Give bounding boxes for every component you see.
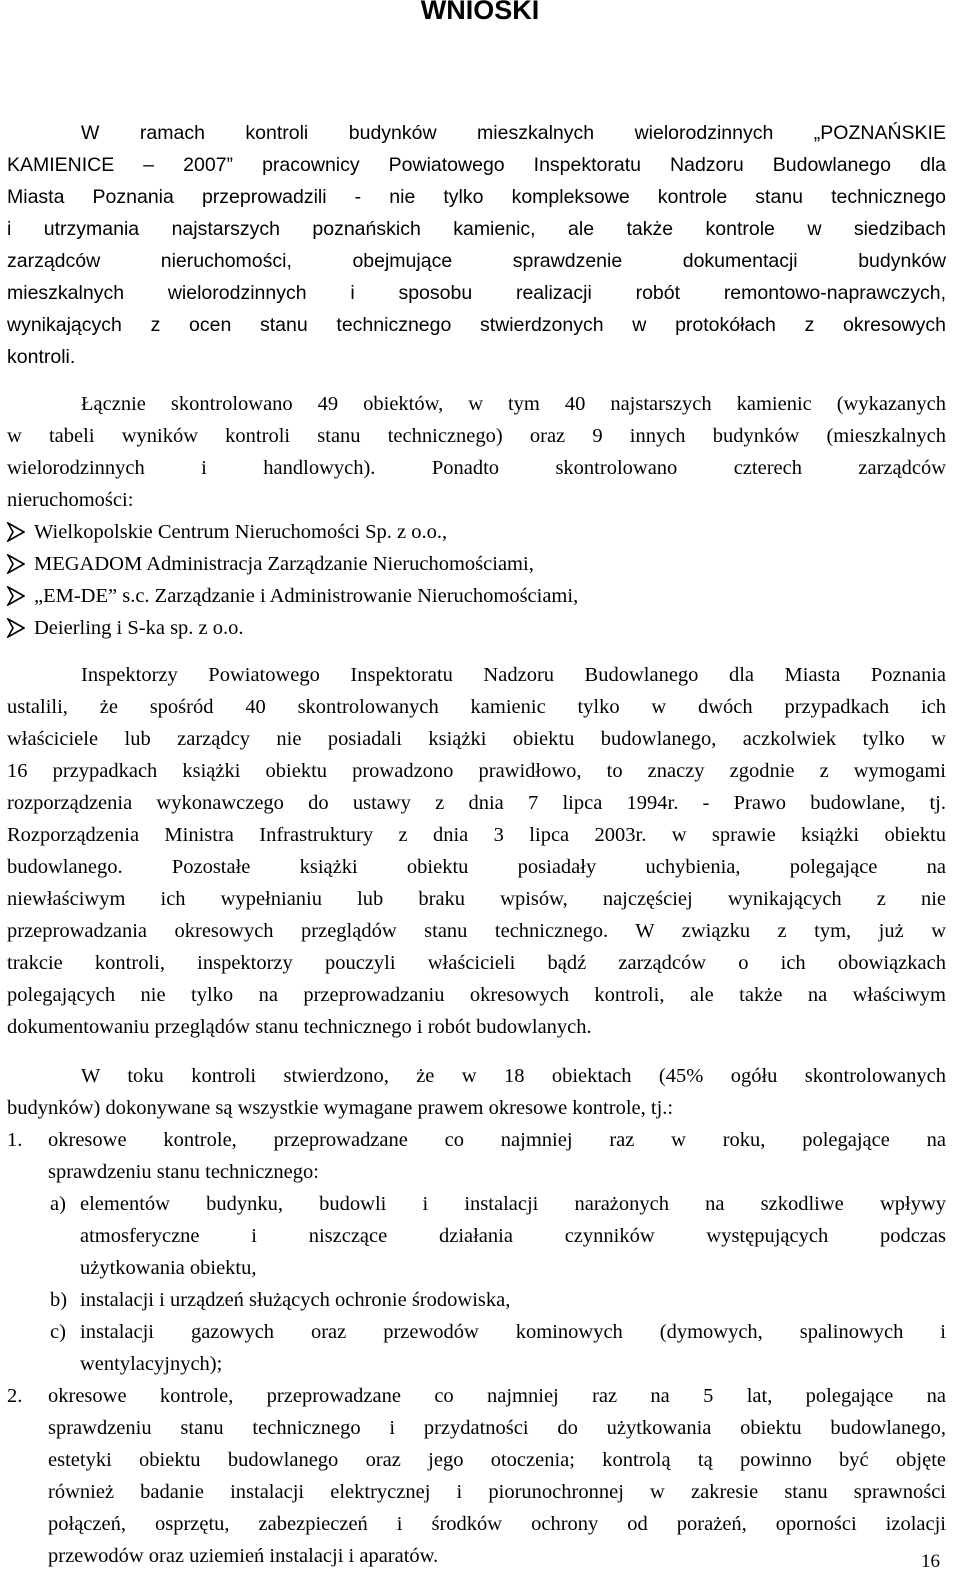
- list-number: 1.: [7, 1129, 23, 1151]
- list-item-2-line: okresowe kontrole, przeprowadzane co najmniej raz na 5 lat, polegające na: [48, 1385, 946, 1407]
- sublist-b-line: instalacji i urządzeń służących ochronie środowiska,: [80, 1289, 511, 1311]
- list-item-1-line: okresowe kontrole, przeprowadzane co najmniej raz w roku, polegające na: [48, 1129, 946, 1151]
- sublist-a-line: atmosferyczne i niszczące działania czynników występujących podczas: [80, 1225, 946, 1247]
- list-number: 2.: [7, 1385, 23, 1407]
- arrow-bullet-icon: [7, 554, 25, 574]
- page-title: WNIOSKI: [420, 0, 540, 25]
- paragraph-2-line: Łącznie skontrolowano 49 obiektów, w tym 40 najstarszych kamienic (wykazanych: [81, 393, 946, 415]
- paragraph-1-line: W ramach kontroli budynków mieszkalnych wielorodzinnych „POZNAŃSKIE: [81, 122, 946, 144]
- paragraph-3-line: 16 przypadkach książki obiektu prowadzono prawidłowo, to znaczy zgodnie z wymogami: [7, 760, 946, 782]
- manager-list-item: Wielkopolskie Centrum Nieruchomości Sp. z o.o.,: [34, 521, 448, 543]
- list-item-2-line: połączeń, osprzętu, zabezpieczeń i środków ochrony od porażeń, oporności izolacji: [48, 1513, 946, 1535]
- paragraph-1-line: i utrzymania najstarszych poznańskich kamienic, ale także kontrole w siedzibach: [7, 218, 946, 240]
- sublist-a-line: użytkowania obiektu,: [80, 1257, 257, 1279]
- sublist-letter: b): [50, 1289, 68, 1311]
- arrow-bullet-icon: [7, 586, 25, 606]
- paragraph-4-line: W toku kontroli stwierdzono, że w 18 obiektach (45% ogółu skontrolowanych: [81, 1065, 946, 1087]
- paragraph-3-line: Rozporządzenia Ministra Infrastruktury z dnia 3 lipca 2003r. w sprawie książki obiektu: [7, 824, 946, 846]
- paragraph-3-line: dokumentowaniu przeglądów stanu technicznego i robót budowlanych.: [7, 1016, 592, 1038]
- sublist-letter: c): [50, 1321, 66, 1343]
- sublist-c-line: wentylacyjnych);: [80, 1353, 223, 1375]
- sublist-a-line: elementów budynku, budowli i instalacji narażonych na szkodliwe wpływy: [80, 1193, 946, 1215]
- manager-list-item: MEGADOM Administracja Zarządzanie Nieruchomościami,: [34, 553, 534, 575]
- paragraph-3-line: budowlanego. Pozostałe książki obiektu posiadały uchybienia, polegające na: [7, 856, 946, 878]
- paragraph-3-line: rozporządzenia wykonawczego do ustawy z dnia 7 lipca 1994r. - Prawo budowlane, tj.: [7, 792, 946, 814]
- list-item-2-line: sprawdzeniu stanu technicznego i przydatności do użytkowania obiektu budowlanego,: [48, 1417, 946, 1439]
- paragraph-4-line: budynków) dokonywane są wszystkie wymagane prawem okresowe kontrole, tj.:: [7, 1097, 674, 1119]
- paragraph-3-line: ustalili, że spośród 40 skontrolowanych kamienic tylko w dwóch przypadkach ich: [7, 696, 946, 718]
- list-item-2-line: przewodów oraz uziemień instalacji i aparatów.: [48, 1545, 439, 1567]
- list-item-2-line: estetyki obiektu budowlanego oraz jego otoczenia; kontrolą tą powinno być objęte: [48, 1449, 946, 1471]
- paragraph-1-line: zarządców nieruchomości, obejmujące sprawdzenie dokumentacji budynków: [7, 250, 946, 272]
- paragraph-3-line: właściciele lub zarządcy nie posiadali książki obiektu budowlanego, aczkolwiek tylko w: [7, 728, 946, 750]
- sublist-letter: a): [50, 1193, 66, 1215]
- sublist-c-line: instalacji gazowych oraz przewodów kominowych (dymowych, spalinowych i: [80, 1321, 946, 1343]
- paragraph-2-line: wielorodzinnych i handlowych). Ponadto skontrolowano czterech zarządców: [7, 457, 946, 479]
- manager-list-item: „EM-DE” s.c. Zarządzanie i Administrowanie Nieruchomościami,: [34, 585, 579, 607]
- arrow-bullet-icon: [7, 522, 25, 542]
- arrow-bullet-icon: [7, 618, 25, 638]
- paragraph-3-line: Inspektorzy Powiatowego Inspektoratu Nadzoru Budowlanego dla Miasta Poznania: [81, 664, 946, 686]
- page-number: 16: [921, 1551, 940, 1572]
- paragraph-2-line: nieruchomości:: [7, 489, 134, 511]
- paragraph-3-line: przeprowadzania okresowych przeglądów stanu technicznego. W związku z tym, już w: [7, 920, 946, 942]
- manager-list-item: Deierling i S-ka sp. z o.o.: [34, 617, 244, 639]
- paragraph-1-line: wynikających z ocen stanu technicznego stwierdzonych w protokółach z okresowych: [7, 314, 946, 336]
- paragraph-3-line: polegających nie tylko na przeprowadzaniu okresowych kontroli, ale także na właściwym: [7, 984, 946, 1006]
- paragraph-1-line: KAMIENICE – 2007” pracownicy Powiatowego Inspektoratu Nadzoru Budowlanego dla: [7, 154, 946, 176]
- paragraph-2-line: w tabeli wyników kontroli stanu technicznego) oraz 9 innych budynków (mieszkalnych: [7, 425, 946, 447]
- paragraph-3-line: trakcie kontroli, inspektorzy pouczyli właścicieli bądź zarządców o ich obowiązkach: [7, 952, 946, 974]
- list-item-1-line: sprawdzeniu stanu technicznego:: [48, 1161, 319, 1183]
- paragraph-1-line: Miasta Poznania przeprowadzili - nie tylko kompleksowe kontrole stanu technicznego: [7, 186, 946, 208]
- paragraph-3-line: niewłaściwym ich wypełnianiu lub braku wpisów, najczęściej wynikających z nie: [7, 888, 946, 910]
- list-item-2-line: również badanie instalacji elektrycznej i piorunochronnej w zakresie stanu sprawności: [48, 1481, 946, 1503]
- paragraph-1-line: kontroli.: [7, 346, 76, 368]
- paragraph-1-line: mieszkalnych wielorodzinnych i sposobu realizacji robót remontowo-naprawczych,: [7, 282, 946, 304]
